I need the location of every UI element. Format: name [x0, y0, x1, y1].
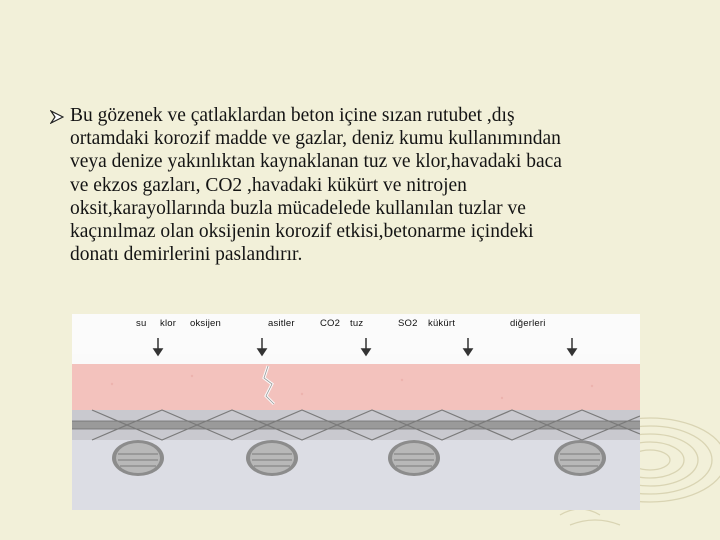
label-asitler: asitler	[268, 318, 295, 329]
arrowhead-bullet-icon	[50, 110, 64, 124]
label-co2: CO2	[320, 318, 341, 329]
corrosion-diagram	[72, 314, 640, 510]
label-tuz: tuz	[350, 318, 364, 329]
label-digerleri: diğerleri	[510, 318, 546, 329]
label-su: su	[136, 318, 147, 329]
label-klor: klor	[160, 318, 177, 329]
bullet-text: Bu gözenek ve çatlaklardan beton içine sızan rutubet ,dış ortamdaki korozif madde ve gazlar, deniz kumu kullanımından veya denize yakınlıktan kaynaklanan tuz ve klor,havadaki baca ve ekzos gazları, CO2 ,havadaki kükürt ve nitrojen oksit,karayollarında buzla mücadelede kullanılan tuzlar ve kaçınılmaz olan oksijenin korozif etkisi,betonarme içindeki donatı demirlerini paslandırır.	[70, 105, 562, 266]
label-so2: SO2	[398, 318, 418, 329]
label-oksijen: oksijen	[190, 318, 221, 329]
label-kukurt: kükürt	[428, 318, 456, 329]
